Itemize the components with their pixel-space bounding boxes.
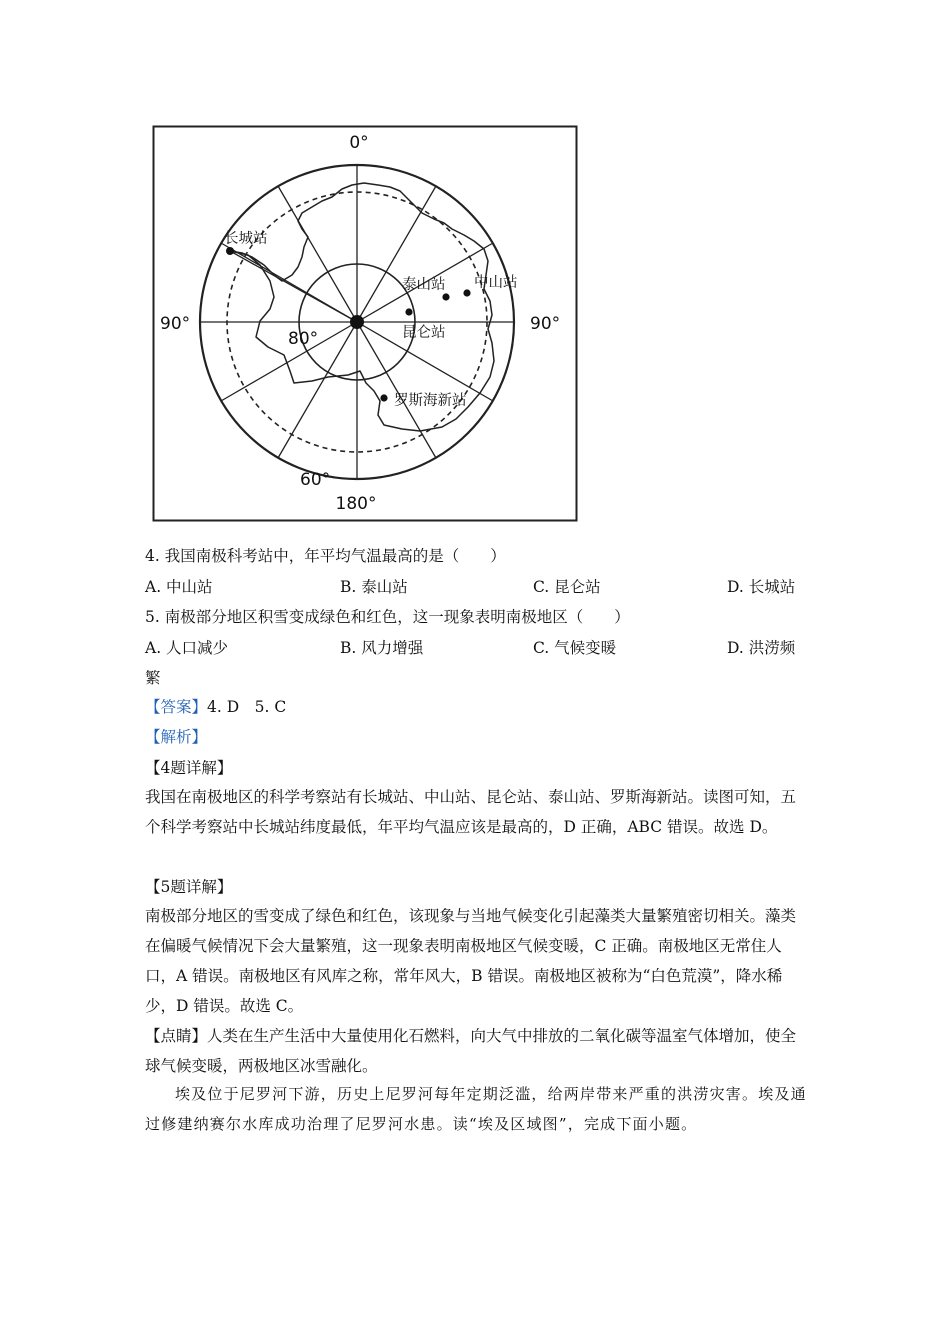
dianjing-text: 人类在生产生活中大量使用化石燃料，向大气中排放的二氧化碳等温室气体增加，使全球气候变暖，两极地区冰雪融化。 (145, 1027, 797, 1075)
q5-option-c: C. 气候变暖 (533, 639, 617, 657)
q5-option-a: A. 人口减少 (145, 639, 229, 657)
analysis-tag: 【解析】 (145, 728, 208, 746)
detail4-text: 我国在南极地区的科学考察站有长城站、中山站、昆仑站、泰山站、罗斯海新站。读图可知，五个科学考察站中长城站纬度最低，年平均气温应该是最高的，D 正确，ABC 错误。故选 D。 (145, 788, 797, 836)
antarctica-map (152, 125, 578, 522)
q5-option-d: D. 洪涝频 (727, 639, 796, 657)
station-label-zhongshan: 中山站 (474, 275, 518, 291)
q4-stem: 4. 我国南极科考站中，年平均气温最高的是（ ） (145, 547, 506, 565)
detail4-heading: 【4题详解】 (145, 759, 233, 777)
taishan-station-dot (442, 293, 449, 300)
zhongshan-station-dot (463, 289, 470, 296)
next-question-intro: 埃及位于尼罗河下游，历史上尼罗河每年定期泛滥，给两岸带来严重的洪涝灾害。埃及通过修建纳赛尔水库成功治理了尼罗河水患。读“埃及区域图”，完成下面小题。 (145, 1085, 807, 1133)
dianjing-tag: 【点睛】 (145, 1027, 208, 1045)
q5-stem: 5. 南极部分地区积雪变成绿色和红色，这一现象表明南极地区（ ） (145, 608, 630, 626)
q5-option-b: B. 风力增强 (340, 639, 424, 657)
q4-option-d: D. 长城站 (727, 578, 796, 596)
q4-option-b: B. 泰山站 (340, 578, 408, 596)
kunlun-station-dot (405, 308, 412, 315)
station-label-kunlun: 昆仑站 (402, 325, 446, 341)
station-label-luosihai: 罗斯海新站 (394, 393, 467, 409)
station-label-changcheng: 长城站 (224, 231, 268, 247)
luosihai-station-dot (380, 394, 387, 401)
detail5-heading: 【5题详解】 (145, 878, 233, 896)
q4-option-c: C. 昆仑站 (533, 578, 601, 596)
answer-text: 4. D 5. C (207, 698, 287, 716)
lat-label-60: 60° (300, 470, 331, 490)
changcheng-station-dot (226, 247, 234, 255)
lon-label-180: 180° (335, 494, 377, 514)
lon-label-0: 0° (349, 133, 369, 153)
q4-option-a: A. 中山站 (145, 578, 213, 596)
answer-line (145, 697, 286, 717)
detail5-text: 南极部分地区的雪变成了绿色和红色，该现象与当地气候变化引起藻类大量繁殖密切相关。藻类在偏暖气候情况下会大量繁殖，这一现象表明南极地区气候变暖，C 正确。南极地区无常住人口，A 错误。南极地区有风库之称，常年风大，B 错误。南极地区被称为“白色荒漠”，降水稀少，D 错误。故选 C。 (145, 907, 797, 1015)
lon-label-90-right: 90° (530, 314, 561, 334)
station-label-taishan: 泰山站 (402, 277, 446, 293)
lon-label-90-left: 90° (160, 314, 191, 334)
dianjing-paragraph (145, 1021, 810, 1081)
q5-option-d-wrap: 繁 (145, 669, 161, 687)
lat-label-80: 80° (288, 329, 319, 349)
answer-tag: 【答案】 (145, 698, 208, 716)
